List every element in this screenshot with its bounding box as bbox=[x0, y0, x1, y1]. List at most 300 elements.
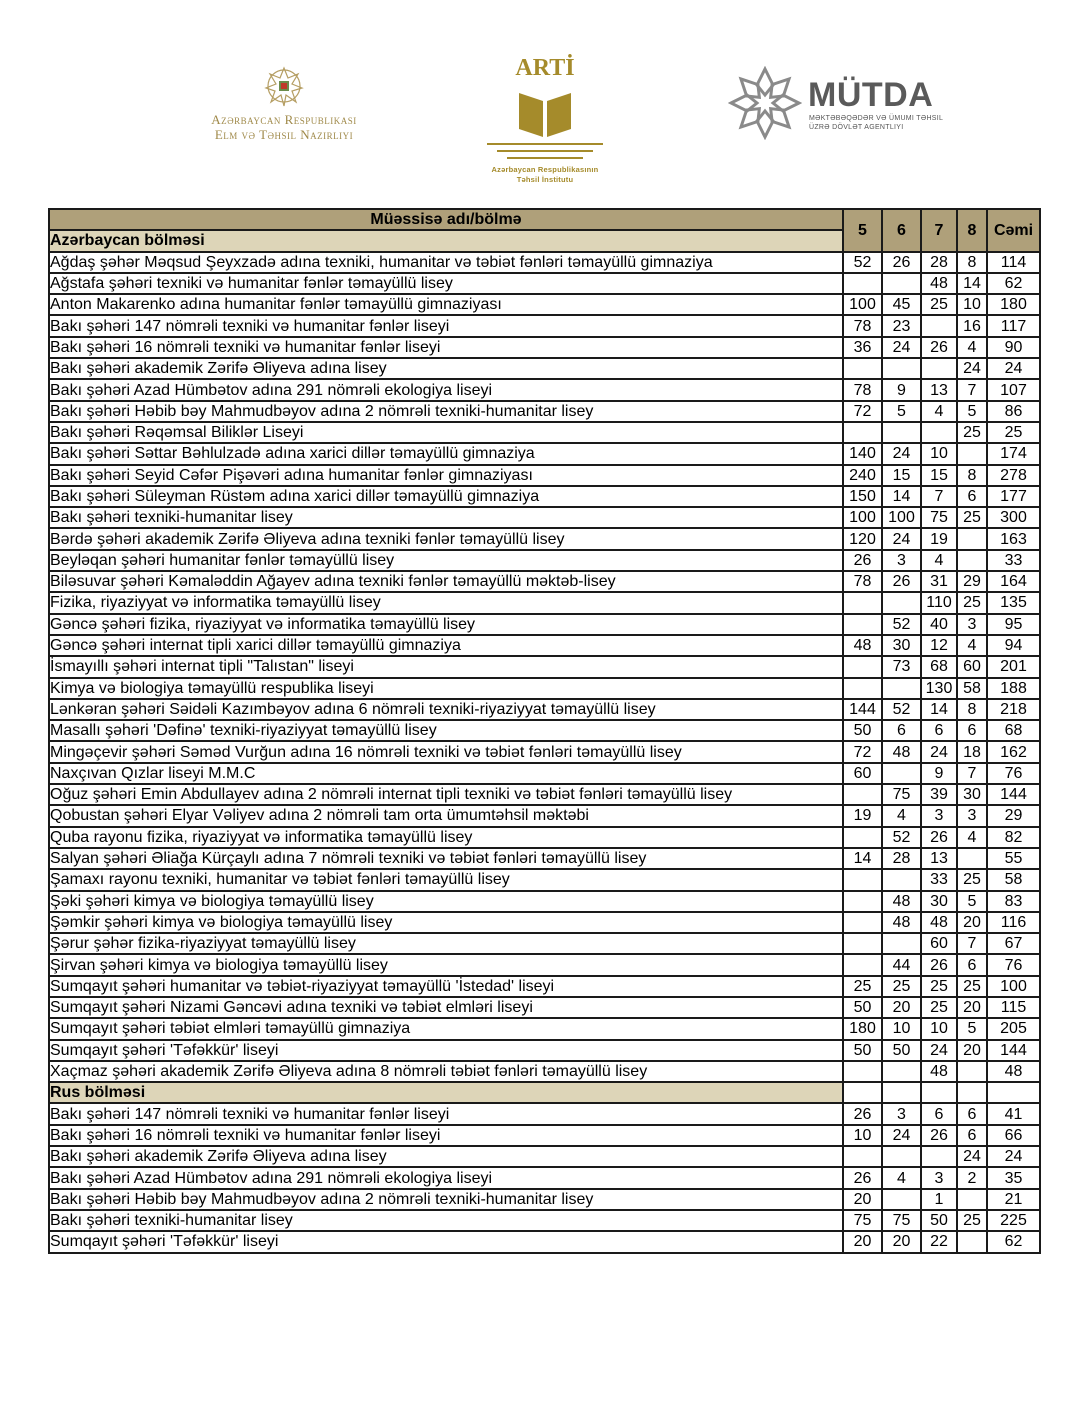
total-cell: 144 bbox=[987, 1040, 1040, 1061]
mutda-title: MÜTDA bbox=[808, 76, 934, 114]
total-cell: 107 bbox=[987, 379, 1040, 400]
table-row bbox=[49, 635, 1040, 656]
grade-5-cell: 140 bbox=[843, 443, 882, 464]
ministry-logo bbox=[196, 64, 372, 142]
institution-name-cell: Şəmkir şəhəri kimya və biologiya təmayüllü lisey bbox=[49, 912, 843, 933]
grade-7-cell: 1 bbox=[921, 1189, 957, 1210]
grade-6-cell: 24 bbox=[882, 443, 921, 464]
grade-6-cell: 6 bbox=[882, 720, 921, 741]
table-row bbox=[49, 1189, 1040, 1210]
grade-5-cell bbox=[843, 954, 882, 975]
institution-name-cell: Bakı şəhəri Seyid Cəfər Pişəvəri adına humanitar fənlər gimnaziyası bbox=[49, 465, 843, 486]
grade-5-cell: 50 bbox=[843, 997, 882, 1018]
institution-name-cell: Bakı şəhəri Azad Hümbətov adına 291 nömrəli ekologiya liseyi bbox=[49, 1167, 843, 1188]
total-cell: 100 bbox=[987, 976, 1040, 997]
table-row bbox=[49, 1040, 1040, 1061]
grade-8-cell: 25 bbox=[957, 507, 987, 528]
institution-name-cell: Sumqayıt şəhəri 'Təfəkkür' liseyi bbox=[49, 1231, 843, 1252]
grade-6-cell: 52 bbox=[882, 827, 921, 848]
table-row bbox=[49, 763, 1040, 784]
table-row bbox=[49, 912, 1040, 933]
grade-7-cell: 9 bbox=[921, 763, 957, 784]
institution-name-cell: Bakı şəhəri Süleyman Rüstəm adına xarici dillər təmayüllü gimnaziya bbox=[49, 486, 843, 507]
mutda-logo bbox=[728, 66, 948, 146]
grade-8-cell: 20 bbox=[957, 997, 987, 1018]
grade-6-cell: 45 bbox=[882, 294, 921, 315]
grade-7-cell: 4 bbox=[921, 550, 957, 571]
institution-name-cell: Bakı şəhəri Rəqəmsal Biliklər Liseyi bbox=[49, 422, 843, 443]
table-row bbox=[49, 571, 1040, 592]
grade-8-cell: 2 bbox=[957, 1167, 987, 1188]
total-cell: 177 bbox=[987, 486, 1040, 507]
grade-6-cell: 26 bbox=[882, 571, 921, 592]
grade-7-cell: 48 bbox=[921, 1061, 957, 1082]
mutda-name-line2: ÜZRƏ DÖVLƏT AGENTLIYI bbox=[809, 124, 904, 131]
table-row bbox=[49, 1146, 1040, 1167]
grade-5-cell: 14 bbox=[843, 848, 882, 869]
grade-6-cell: 52 bbox=[882, 699, 921, 720]
table-row bbox=[49, 422, 1040, 443]
grade-6-cell: 28 bbox=[882, 848, 921, 869]
grade-7-cell: 26 bbox=[921, 827, 957, 848]
grade-8-cell: 10 bbox=[957, 294, 987, 315]
grade-5-cell bbox=[843, 784, 882, 805]
grade-8-cell bbox=[957, 528, 987, 549]
total-cell: 21 bbox=[987, 1189, 1040, 1210]
table-row bbox=[49, 805, 1040, 826]
grade-7-cell: 10 bbox=[921, 1018, 957, 1039]
table-row bbox=[49, 1210, 1040, 1231]
arti-underline-icon bbox=[487, 143, 603, 159]
total-cell: 163 bbox=[987, 528, 1040, 549]
grade-5-cell: 150 bbox=[843, 486, 882, 507]
grade-6-cell: 75 bbox=[882, 1210, 921, 1231]
total-cell: 29 bbox=[987, 805, 1040, 826]
institution-name-cell: Mingəçevir şəhəri Səməd Vurğun adına 16 nömrəli texniki və təbiət fənləri təmayüllü lisey bbox=[49, 741, 843, 762]
grade-6-cell bbox=[882, 422, 921, 443]
institution-name-cell: Gəncə şəhəri internat tipli xarici dillər təmayüllü gimnaziya bbox=[49, 635, 843, 656]
grade-7-cell: 25 bbox=[921, 294, 957, 315]
total-cell: 174 bbox=[987, 443, 1040, 464]
grade-6-cell: 30 bbox=[882, 635, 921, 656]
total-cell: 55 bbox=[987, 848, 1040, 869]
institution-name-cell: Oğuz şəhəri Emin Abdullayev adına 2 nömrəli internat tipli texniki və təbiət fənləri təmayüllü lisey bbox=[49, 784, 843, 805]
grade-6-cell bbox=[882, 592, 921, 613]
grade-7-cell: 31 bbox=[921, 571, 957, 592]
total-cell: 82 bbox=[987, 827, 1040, 848]
grade-6-cell: 3 bbox=[882, 1103, 921, 1124]
column-header-grade-6: 6 bbox=[882, 209, 921, 252]
table-row bbox=[49, 741, 1040, 762]
grade-8-cell: 20 bbox=[957, 912, 987, 933]
table-row bbox=[49, 315, 1040, 336]
table-row bbox=[49, 592, 1040, 613]
total-cell: 62 bbox=[987, 1231, 1040, 1252]
institution-name-cell: Masallı şəhəri 'Dəfinə' texniki-riyaziyyat təmayüllü lisey bbox=[49, 720, 843, 741]
table-row bbox=[49, 1231, 1040, 1252]
institution-name-cell: Bərdə şəhəri akademik Zərifə Əliyeva adına texniki fənlər təmayüllü lisey bbox=[49, 528, 843, 549]
grade-8-cell: 25 bbox=[957, 592, 987, 613]
total-cell: 76 bbox=[987, 954, 1040, 975]
institution-name-cell: Sumqayıt şəhəri Nizami Gəncəvi adına texniki və təbiət elmləri liseyi bbox=[49, 997, 843, 1018]
grade-6-cell: 4 bbox=[882, 1167, 921, 1188]
grade-8-cell: 7 bbox=[957, 763, 987, 784]
grade-5-cell: 50 bbox=[843, 1040, 882, 1061]
table-row bbox=[49, 976, 1040, 997]
grade-5-cell: 72 bbox=[843, 741, 882, 762]
total-cell: 94 bbox=[987, 635, 1040, 656]
institution-name-cell: Fizika, riyaziyyat və informatika təmayüllü lisey bbox=[49, 592, 843, 613]
grade-5-cell bbox=[843, 1146, 882, 1167]
grade-7-cell: 48 bbox=[921, 912, 957, 933]
grade-7-cell: 22 bbox=[921, 1231, 957, 1252]
institution-name-cell: Ağdaş şəhər Məqsud Şeyxzadə adına texniki, humanitar və təbiət fənləri təmayüllü gimnaziya bbox=[49, 252, 843, 273]
column-header-grade-8: 8 bbox=[957, 209, 987, 252]
grade-6-cell: 4 bbox=[882, 805, 921, 826]
total-cell: 66 bbox=[987, 1125, 1040, 1146]
table-row bbox=[49, 273, 1040, 294]
table-row bbox=[49, 443, 1040, 464]
grade-5-cell: 26 bbox=[843, 1167, 882, 1188]
grade-5-cell bbox=[843, 273, 882, 294]
grade-6-cell: 5 bbox=[882, 401, 921, 422]
ministry-emblem-icon bbox=[262, 64, 306, 108]
grade-6-cell: 3 bbox=[882, 550, 921, 571]
institution-name-cell: Bakı şəhəri 16 nömrəli texniki və humanitar fənlər liseyi bbox=[49, 337, 843, 358]
section-azerbaijani-rows bbox=[49, 252, 1040, 1083]
grade-5-cell: 36 bbox=[843, 337, 882, 358]
grade-7-cell: 13 bbox=[921, 848, 957, 869]
total-cell: 278 bbox=[987, 465, 1040, 486]
grade-5-cell: 20 bbox=[843, 1189, 882, 1210]
grade-5-cell: 26 bbox=[843, 550, 882, 571]
table-row bbox=[49, 1018, 1040, 1039]
grade-6-cell: 44 bbox=[882, 954, 921, 975]
total-cell: 86 bbox=[987, 401, 1040, 422]
grade-6-cell: 48 bbox=[882, 912, 921, 933]
grade-5-cell: 52 bbox=[843, 252, 882, 273]
grade-5-cell: 78 bbox=[843, 571, 882, 592]
table-row bbox=[49, 1061, 1040, 1082]
grade-5-cell bbox=[843, 933, 882, 954]
grade-7-cell: 60 bbox=[921, 933, 957, 954]
grade-6-cell: 26 bbox=[882, 252, 921, 273]
table-row bbox=[49, 891, 1040, 912]
grade-8-cell: 29 bbox=[957, 571, 987, 592]
grade-7-cell: 39 bbox=[921, 784, 957, 805]
grade-8-cell bbox=[957, 1189, 987, 1210]
grade-6-cell: 52 bbox=[882, 614, 921, 635]
table-row bbox=[49, 486, 1040, 507]
grade-5-cell bbox=[843, 358, 882, 379]
grade-8-cell: 25 bbox=[957, 869, 987, 890]
grade-7-cell: 30 bbox=[921, 891, 957, 912]
institution-name-cell: Bakı şəhəri 147 nömrəli texniki və humanitar fənlər liseyi bbox=[49, 315, 843, 336]
grade-8-cell: 25 bbox=[957, 422, 987, 443]
grade-8-cell: 4 bbox=[957, 337, 987, 358]
grade-6-cell bbox=[882, 358, 921, 379]
section-title: Azərbaycan bölməsi bbox=[49, 230, 843, 251]
institution-name-cell: Salyan şəhəri Əliağa Kürçaylı adına 7 nömrəli texniki və təbiət fənləri təmayüllü lisey bbox=[49, 848, 843, 869]
institution-name-cell: Sumqayıt şəhəri təbiət elmləri təmayüllü gimnaziya bbox=[49, 1018, 843, 1039]
grade-5-cell bbox=[843, 678, 882, 699]
total-cell: 116 bbox=[987, 912, 1040, 933]
institution-name-cell: Bakı şəhəri Səttar Bəhlulzadə adına xarici dillər təmayüllü gimnaziya bbox=[49, 443, 843, 464]
total-cell: 225 bbox=[987, 1210, 1040, 1231]
section-title: Rus bölməsi bbox=[49, 1082, 843, 1103]
grade-7-cell bbox=[921, 1146, 957, 1167]
grade-5-cell: 50 bbox=[843, 720, 882, 741]
institution-name-cell: Şamaxı rayonu texniki, humanitar və təbiət fənləri təmayüllü lisey bbox=[49, 869, 843, 890]
table-row bbox=[49, 337, 1040, 358]
grade-7-cell: 28 bbox=[921, 252, 957, 273]
table-row bbox=[49, 869, 1040, 890]
grade-8-cell: 7 bbox=[957, 379, 987, 400]
table-row bbox=[49, 614, 1040, 635]
grade-5-cell bbox=[843, 827, 882, 848]
arti-title: ARTİ bbox=[515, 55, 575, 81]
grade-8-cell: 8 bbox=[957, 699, 987, 720]
institution-name-cell: Bakı şəhəri texniki-humanitar lisey bbox=[49, 1210, 843, 1231]
arti-name-line2: Təhsil İnstitutu bbox=[516, 175, 574, 184]
grade-8-cell: 18 bbox=[957, 741, 987, 762]
ministry-name-line2: Elm və Təhsil Nazirliyi bbox=[214, 127, 354, 142]
grade-5-cell bbox=[843, 1061, 882, 1082]
grade-5-cell: 25 bbox=[843, 976, 882, 997]
table-row bbox=[49, 379, 1040, 400]
grade-5-cell bbox=[843, 891, 882, 912]
empty-cell bbox=[957, 1082, 987, 1103]
grade-6-cell: 23 bbox=[882, 315, 921, 336]
grade-8-cell: 14 bbox=[957, 273, 987, 294]
grade-6-cell bbox=[882, 1061, 921, 1082]
total-cell: 90 bbox=[987, 337, 1040, 358]
grade-7-cell: 12 bbox=[921, 635, 957, 656]
grade-8-cell: 3 bbox=[957, 805, 987, 826]
total-cell: 41 bbox=[987, 1103, 1040, 1124]
grade-5-cell: 60 bbox=[843, 763, 882, 784]
mutda-subtitle bbox=[809, 114, 943, 132]
table-row bbox=[49, 550, 1040, 571]
grade-8-cell bbox=[957, 550, 987, 571]
grade-8-cell: 4 bbox=[957, 827, 987, 848]
grade-5-cell: 180 bbox=[843, 1018, 882, 1039]
total-cell: 115 bbox=[987, 997, 1040, 1018]
institution-name-cell: Şirvan şəhəri kimya və biologiya təmayüllü lisey bbox=[49, 954, 843, 975]
grade-7-cell: 6 bbox=[921, 720, 957, 741]
grade-7-cell: 50 bbox=[921, 1210, 957, 1231]
institution-name-cell: Qobustan şəhəri Elyar Vəliyev adına 2 nömrəli tam orta ümumtəhsil məktəbi bbox=[49, 805, 843, 826]
total-cell: 33 bbox=[987, 550, 1040, 571]
grade-6-cell bbox=[882, 1189, 921, 1210]
total-cell: 48 bbox=[987, 1061, 1040, 1082]
grade-7-cell bbox=[921, 358, 957, 379]
grade-6-cell: 15 bbox=[882, 465, 921, 486]
grade-5-cell bbox=[843, 869, 882, 890]
grade-7-cell: 25 bbox=[921, 976, 957, 997]
institution-name-cell: Bakı şəhəri Azad Hümbətov adına 291 nömrəli ekologiya liseyi bbox=[49, 379, 843, 400]
empty-cell bbox=[921, 1082, 957, 1103]
grade-7-cell: 6 bbox=[921, 1103, 957, 1124]
grade-7-cell: 15 bbox=[921, 465, 957, 486]
arti-name-line1: Azərbaycan Respublikasının bbox=[491, 165, 599, 174]
institution-name-cell: Quba rayonu fizika, riyaziyyat və informatika təmayüllü lisey bbox=[49, 827, 843, 848]
ministry-name-line1: Azərbaycan Respublikası bbox=[211, 112, 357, 127]
grade-6-cell: 24 bbox=[882, 1125, 921, 1146]
institution-name-cell: Bakı şəhəri texniki-humanitar lisey bbox=[49, 507, 843, 528]
total-cell: 114 bbox=[987, 252, 1040, 273]
table-row bbox=[49, 997, 1040, 1018]
grade-8-cell: 3 bbox=[957, 614, 987, 635]
table-row bbox=[49, 401, 1040, 422]
institution-name-cell: Gəncə şəhəri fizika, riyaziyyat və informatika təmayüllü lisey bbox=[49, 614, 843, 635]
institution-name-cell: Bakı şəhəri akademik Zərifə Əliyeva adına lisey bbox=[49, 1146, 843, 1167]
table-row bbox=[49, 848, 1040, 869]
grade-5-cell bbox=[843, 656, 882, 677]
total-cell: 95 bbox=[987, 614, 1040, 635]
section-russian-header bbox=[49, 1082, 1040, 1103]
institution-name-cell: Şərur şəhər fizika-riyaziyyat təmayüllü lisey bbox=[49, 933, 843, 954]
grade-7-cell: 75 bbox=[921, 507, 957, 528]
grade-8-cell bbox=[957, 443, 987, 464]
grade-6-cell: 73 bbox=[882, 656, 921, 677]
grade-8-cell bbox=[957, 1061, 987, 1082]
total-cell: 24 bbox=[987, 1146, 1040, 1167]
total-cell: 180 bbox=[987, 294, 1040, 315]
grade-5-cell bbox=[843, 422, 882, 443]
table-row bbox=[49, 1103, 1040, 1124]
grade-5-cell: 10 bbox=[843, 1125, 882, 1146]
grade-7-cell: 19 bbox=[921, 528, 957, 549]
grade-5-cell bbox=[843, 592, 882, 613]
grade-8-cell: 58 bbox=[957, 678, 987, 699]
grade-8-cell: 16 bbox=[957, 315, 987, 336]
institution-name-cell: İsmayıllı şəhəri internat tipli "Talıstan" liseyi bbox=[49, 656, 843, 677]
grade-6-cell bbox=[882, 273, 921, 294]
grade-5-cell bbox=[843, 614, 882, 635]
empty-cell bbox=[987, 1082, 1040, 1103]
grade-8-cell: 24 bbox=[957, 1146, 987, 1167]
grade-5-cell: 144 bbox=[843, 699, 882, 720]
total-cell: 201 bbox=[987, 656, 1040, 677]
grade-5-cell: 240 bbox=[843, 465, 882, 486]
total-cell: 67 bbox=[987, 933, 1040, 954]
grade-7-cell: 24 bbox=[921, 741, 957, 762]
grade-8-cell: 60 bbox=[957, 656, 987, 677]
grade-6-cell: 9 bbox=[882, 379, 921, 400]
grade-8-cell: 4 bbox=[957, 635, 987, 656]
grade-8-cell: 6 bbox=[957, 486, 987, 507]
total-cell: 76 bbox=[987, 763, 1040, 784]
grade-7-cell: 13 bbox=[921, 379, 957, 400]
column-header-grade-7: 7 bbox=[921, 209, 957, 252]
total-cell: 205 bbox=[987, 1018, 1040, 1039]
table-row bbox=[49, 528, 1040, 549]
total-cell: 83 bbox=[987, 891, 1040, 912]
grade-5-cell: 72 bbox=[843, 401, 882, 422]
total-cell: 62 bbox=[987, 273, 1040, 294]
institution-name-cell: Beyləqan şəhəri humanitar fənlər təmayüllü lisey bbox=[49, 550, 843, 571]
table-row bbox=[49, 1125, 1040, 1146]
grade-7-cell: 3 bbox=[921, 1167, 957, 1188]
institution-name-cell: Kimya və biologiya təmayüllü respublika liseyi bbox=[49, 678, 843, 699]
grade-5-cell: 78 bbox=[843, 315, 882, 336]
section-row bbox=[49, 1082, 1040, 1103]
logo-header bbox=[0, 0, 1088, 200]
grade-7-cell: 130 bbox=[921, 678, 957, 699]
grade-6-cell: 10 bbox=[882, 1018, 921, 1039]
grade-7-cell: 110 bbox=[921, 592, 957, 613]
grade-8-cell: 25 bbox=[957, 1210, 987, 1231]
grade-5-cell: 78 bbox=[843, 379, 882, 400]
institution-name-cell: Bakı şəhəri 16 nömrəli texniki və humanitar fənlər liseyi bbox=[49, 1125, 843, 1146]
grade-7-cell: 68 bbox=[921, 656, 957, 677]
column-header-total: Cəmi bbox=[987, 209, 1040, 252]
grade-6-cell bbox=[882, 933, 921, 954]
column-header-name: Müəssisə adı/bölmə bbox=[49, 209, 843, 230]
institution-name-cell: Biləsuvar şəhəri Kəmaləddin Ağayev adına texniki fənlər təmayüllü məktəb-lisey bbox=[49, 571, 843, 592]
table-row bbox=[49, 678, 1040, 699]
grade-6-cell: 48 bbox=[882, 741, 921, 762]
total-cell: 144 bbox=[987, 784, 1040, 805]
table-row bbox=[49, 252, 1040, 273]
column-header-grade-5: 5 bbox=[843, 209, 882, 252]
table-row bbox=[49, 1167, 1040, 1188]
grade-6-cell: 20 bbox=[882, 997, 921, 1018]
grade-7-cell: 48 bbox=[921, 273, 957, 294]
grade-5-cell: 120 bbox=[843, 528, 882, 549]
grade-6-cell: 48 bbox=[882, 891, 921, 912]
grade-8-cell: 7 bbox=[957, 933, 987, 954]
grade-8-cell: 25 bbox=[957, 976, 987, 997]
empty-cell bbox=[843, 1082, 882, 1103]
grade-7-cell: 10 bbox=[921, 443, 957, 464]
table-row bbox=[49, 507, 1040, 528]
grade-8-cell: 6 bbox=[957, 954, 987, 975]
grade-8-cell: 6 bbox=[957, 1103, 987, 1124]
table-row bbox=[49, 699, 1040, 720]
institution-name-cell: Bakı şəhəri 147 nömrəli texniki və humanitar fənlər liseyi bbox=[49, 1103, 843, 1124]
section-russian-rows bbox=[49, 1103, 1040, 1252]
grade-8-cell bbox=[957, 1231, 987, 1252]
grade-8-cell: 20 bbox=[957, 1040, 987, 1061]
grade-5-cell bbox=[843, 912, 882, 933]
institution-name-cell: Bakı şəhəri akademik Zərifə Əliyeva adına lisey bbox=[49, 358, 843, 379]
arti-logo bbox=[470, 55, 620, 185]
grade-8-cell: 24 bbox=[957, 358, 987, 379]
institution-name-cell: Ağstafa şəhəri texniki və humanitar fənlər təmayüllü lisey bbox=[49, 273, 843, 294]
table-row bbox=[49, 784, 1040, 805]
grade-8-cell: 6 bbox=[957, 1125, 987, 1146]
grade-6-cell bbox=[882, 1146, 921, 1167]
grade-6-cell: 100 bbox=[882, 507, 921, 528]
total-cell: 162 bbox=[987, 741, 1040, 762]
total-cell: 25 bbox=[987, 422, 1040, 443]
grade-6-cell bbox=[882, 763, 921, 784]
school-enrollment-table bbox=[48, 208, 1041, 1254]
grade-5-cell: 20 bbox=[843, 1231, 882, 1252]
empty-cell bbox=[882, 1082, 921, 1103]
grade-6-cell bbox=[882, 678, 921, 699]
grade-7-cell: 25 bbox=[921, 997, 957, 1018]
grade-8-cell: 8 bbox=[957, 465, 987, 486]
institution-name-cell: Xaçmaz şəhəri akademik Zərifə Əliyeva adına 8 nömrəli təbiət fənləri təmayüllü lisey bbox=[49, 1061, 843, 1082]
grade-7-cell: 26 bbox=[921, 1125, 957, 1146]
grade-8-cell: 30 bbox=[957, 784, 987, 805]
grade-7-cell: 4 bbox=[921, 401, 957, 422]
grade-6-cell: 75 bbox=[882, 784, 921, 805]
grade-6-cell: 50 bbox=[882, 1040, 921, 1061]
